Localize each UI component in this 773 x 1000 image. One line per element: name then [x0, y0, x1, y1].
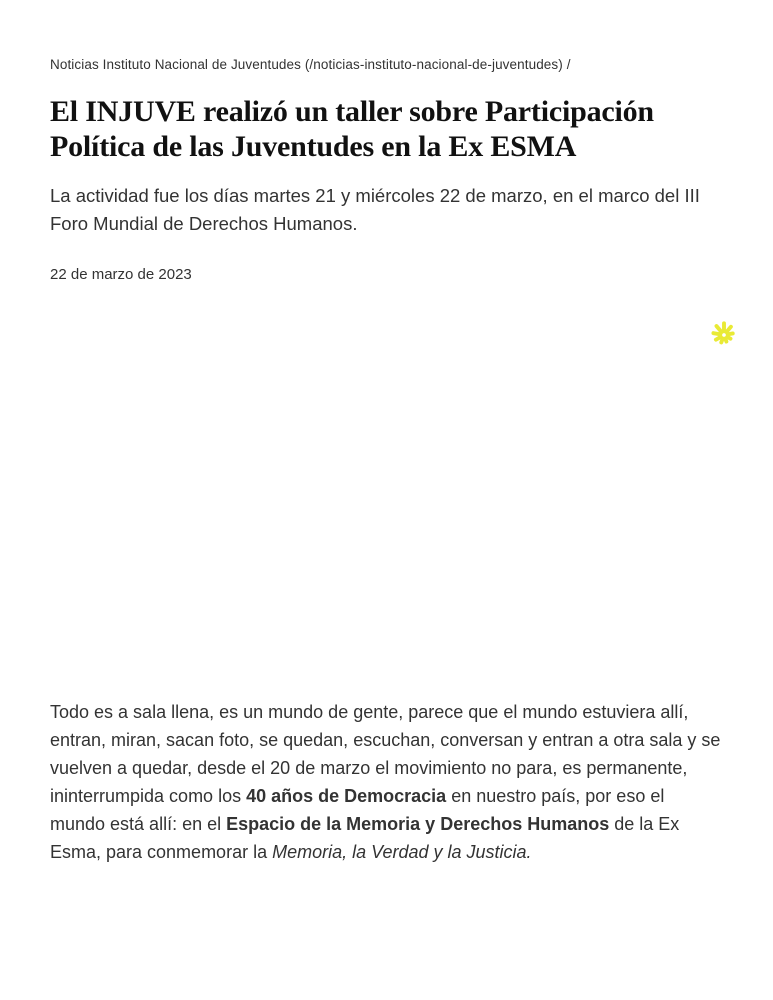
- breadcrumb-link-noticias-injuve[interactable]: Noticias Instituto Nacional de Juventudes (/noticias-instituto-nacional-de-juventudes): [50, 57, 563, 72]
- paragraph-italic-memoria-verdad-justicia: Memoria, la Verdad y la Justicia.: [272, 842, 532, 862]
- article-lead: La actividad fue los días martes 21 y miércoles 22 de marzo, en el marco del III Foro Mundial de Derechos Humanos.: [50, 185, 700, 234]
- article-paragraph: [50, 698, 723, 866]
- breadcrumb: [50, 56, 723, 74]
- paragraph-text-run: Todo es a sala llena, es un mundo de gente, parece que el mundo estuviera allí, entran, miran, sacan foto, se quedan, escuchan, conversan y entran a otra sala y se vuelven a quedar, desde el 20 de marzo el movimiento no para, es permanente, ininterrumpida como los: [50, 702, 721, 806]
- paragraph-text-run: de la Ex Esma, para conmemorar la: [50, 814, 680, 862]
- loading-asterisk-spinner-icon: [710, 320, 738, 350]
- article-date: 22 de marzo de 2023: [50, 266, 192, 283]
- paragraph-bold-40-anos: 40 años de Democracia: [246, 786, 447, 806]
- paragraph-text-run: en nuestro país, por eso el mundo está allí: en el: [50, 786, 665, 834]
- breadcrumb-separator: /: [566, 57, 571, 72]
- paragraph-bold-espacio-memoria: Espacio de la Memoria y Derechos Humanos: [226, 814, 610, 834]
- article-image-placeholder: [50, 290, 723, 698]
- page-title: El INJUVE realizó un taller sobre Participación Política de las Juventudes en la Ex ESMA: [50, 95, 654, 163]
